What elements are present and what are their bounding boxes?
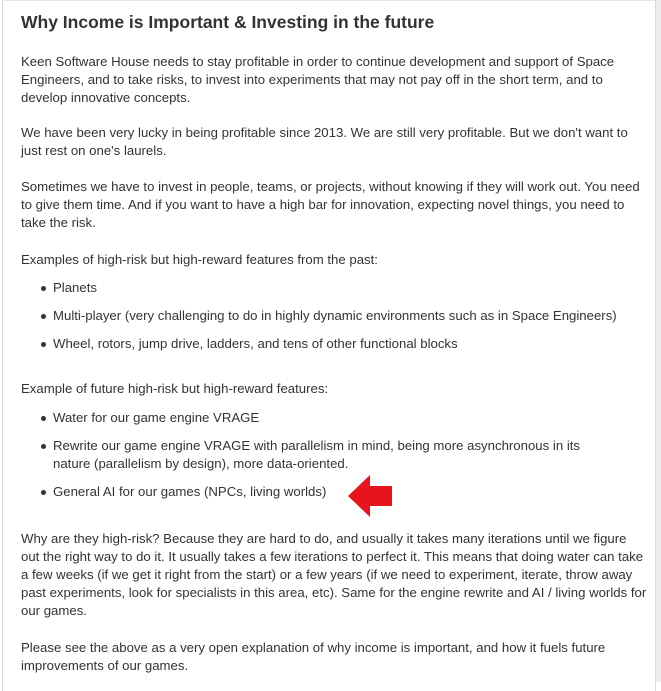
paragraph-why-high-risk: Why are they high-risk? Because they are hard to do, and usually it takes many iterations until we figure out the right way to do it. It usually takes a few iterations to perfect it. This means that doing water can take a few weeks (if we get it right from the start) or a few years (if we need to experiment, iterate, throw away past experiments, look for specialists in this area, etc). Same for the engine rewrite and AI / living worlds for our games. [21, 531, 647, 618]
paragraph-profitability: Keen Software House needs to stay profitable in order to continue development and support of Space Engineers, and to take risks, to invest into experiments that may not pay off in the short term, and to develop innovative concepts. [21, 54, 615, 105]
paragraph-closing: Please see the above as a very open explanation of why income is important, and how it fuels future improvements of our games. [21, 640, 606, 673]
list-item: Rewrite our game engine VRAGE with parallelism in mind, being more asynchronous in its nature (parallelism by design), more data-oriented. [21, 437, 598, 473]
list-item: Wheel, rotors, jump drive, ladders, and tens of other functional blocks [21, 335, 617, 353]
list-item: General AI for our games (NPCs, living worlds) [21, 483, 598, 501]
list-item: Water for our game engine VRAGE [21, 409, 598, 427]
article-title: Why Income is Important & Investing in the future [21, 12, 435, 32]
paragraph-lucky: We have been very lucky in being profitable since 2013. We are still very profitable. But we don't want to just rest on one's laurels. [21, 125, 628, 158]
article-content [21, 9, 647, 673]
paragraph-past-examples-intro: Examples of high-risk but high-reward features from the past: [21, 252, 378, 267]
scrollbar-edge[interactable] [656, 0, 661, 682]
list-item: Multi-player (very challenging to do in highly dynamic environments such as in Space Engineers) [21, 307, 617, 325]
paragraph-future-examples-intro: Example of future high-risk but high-reward features: [21, 381, 329, 396]
left-arrow-icon [346, 473, 394, 519]
list-item: Planets [21, 279, 617, 297]
paragraph-risk: Sometimes we have to invest in people, teams, or projects, without knowing if they will work out. You need to give them time. And if you want to have a high bar for innovation, expecting novel things, you need to take the risk. [21, 179, 640, 230]
past-features-list [21, 279, 617, 363]
future-features-list [21, 409, 598, 511]
article-panel [2, 0, 656, 691]
